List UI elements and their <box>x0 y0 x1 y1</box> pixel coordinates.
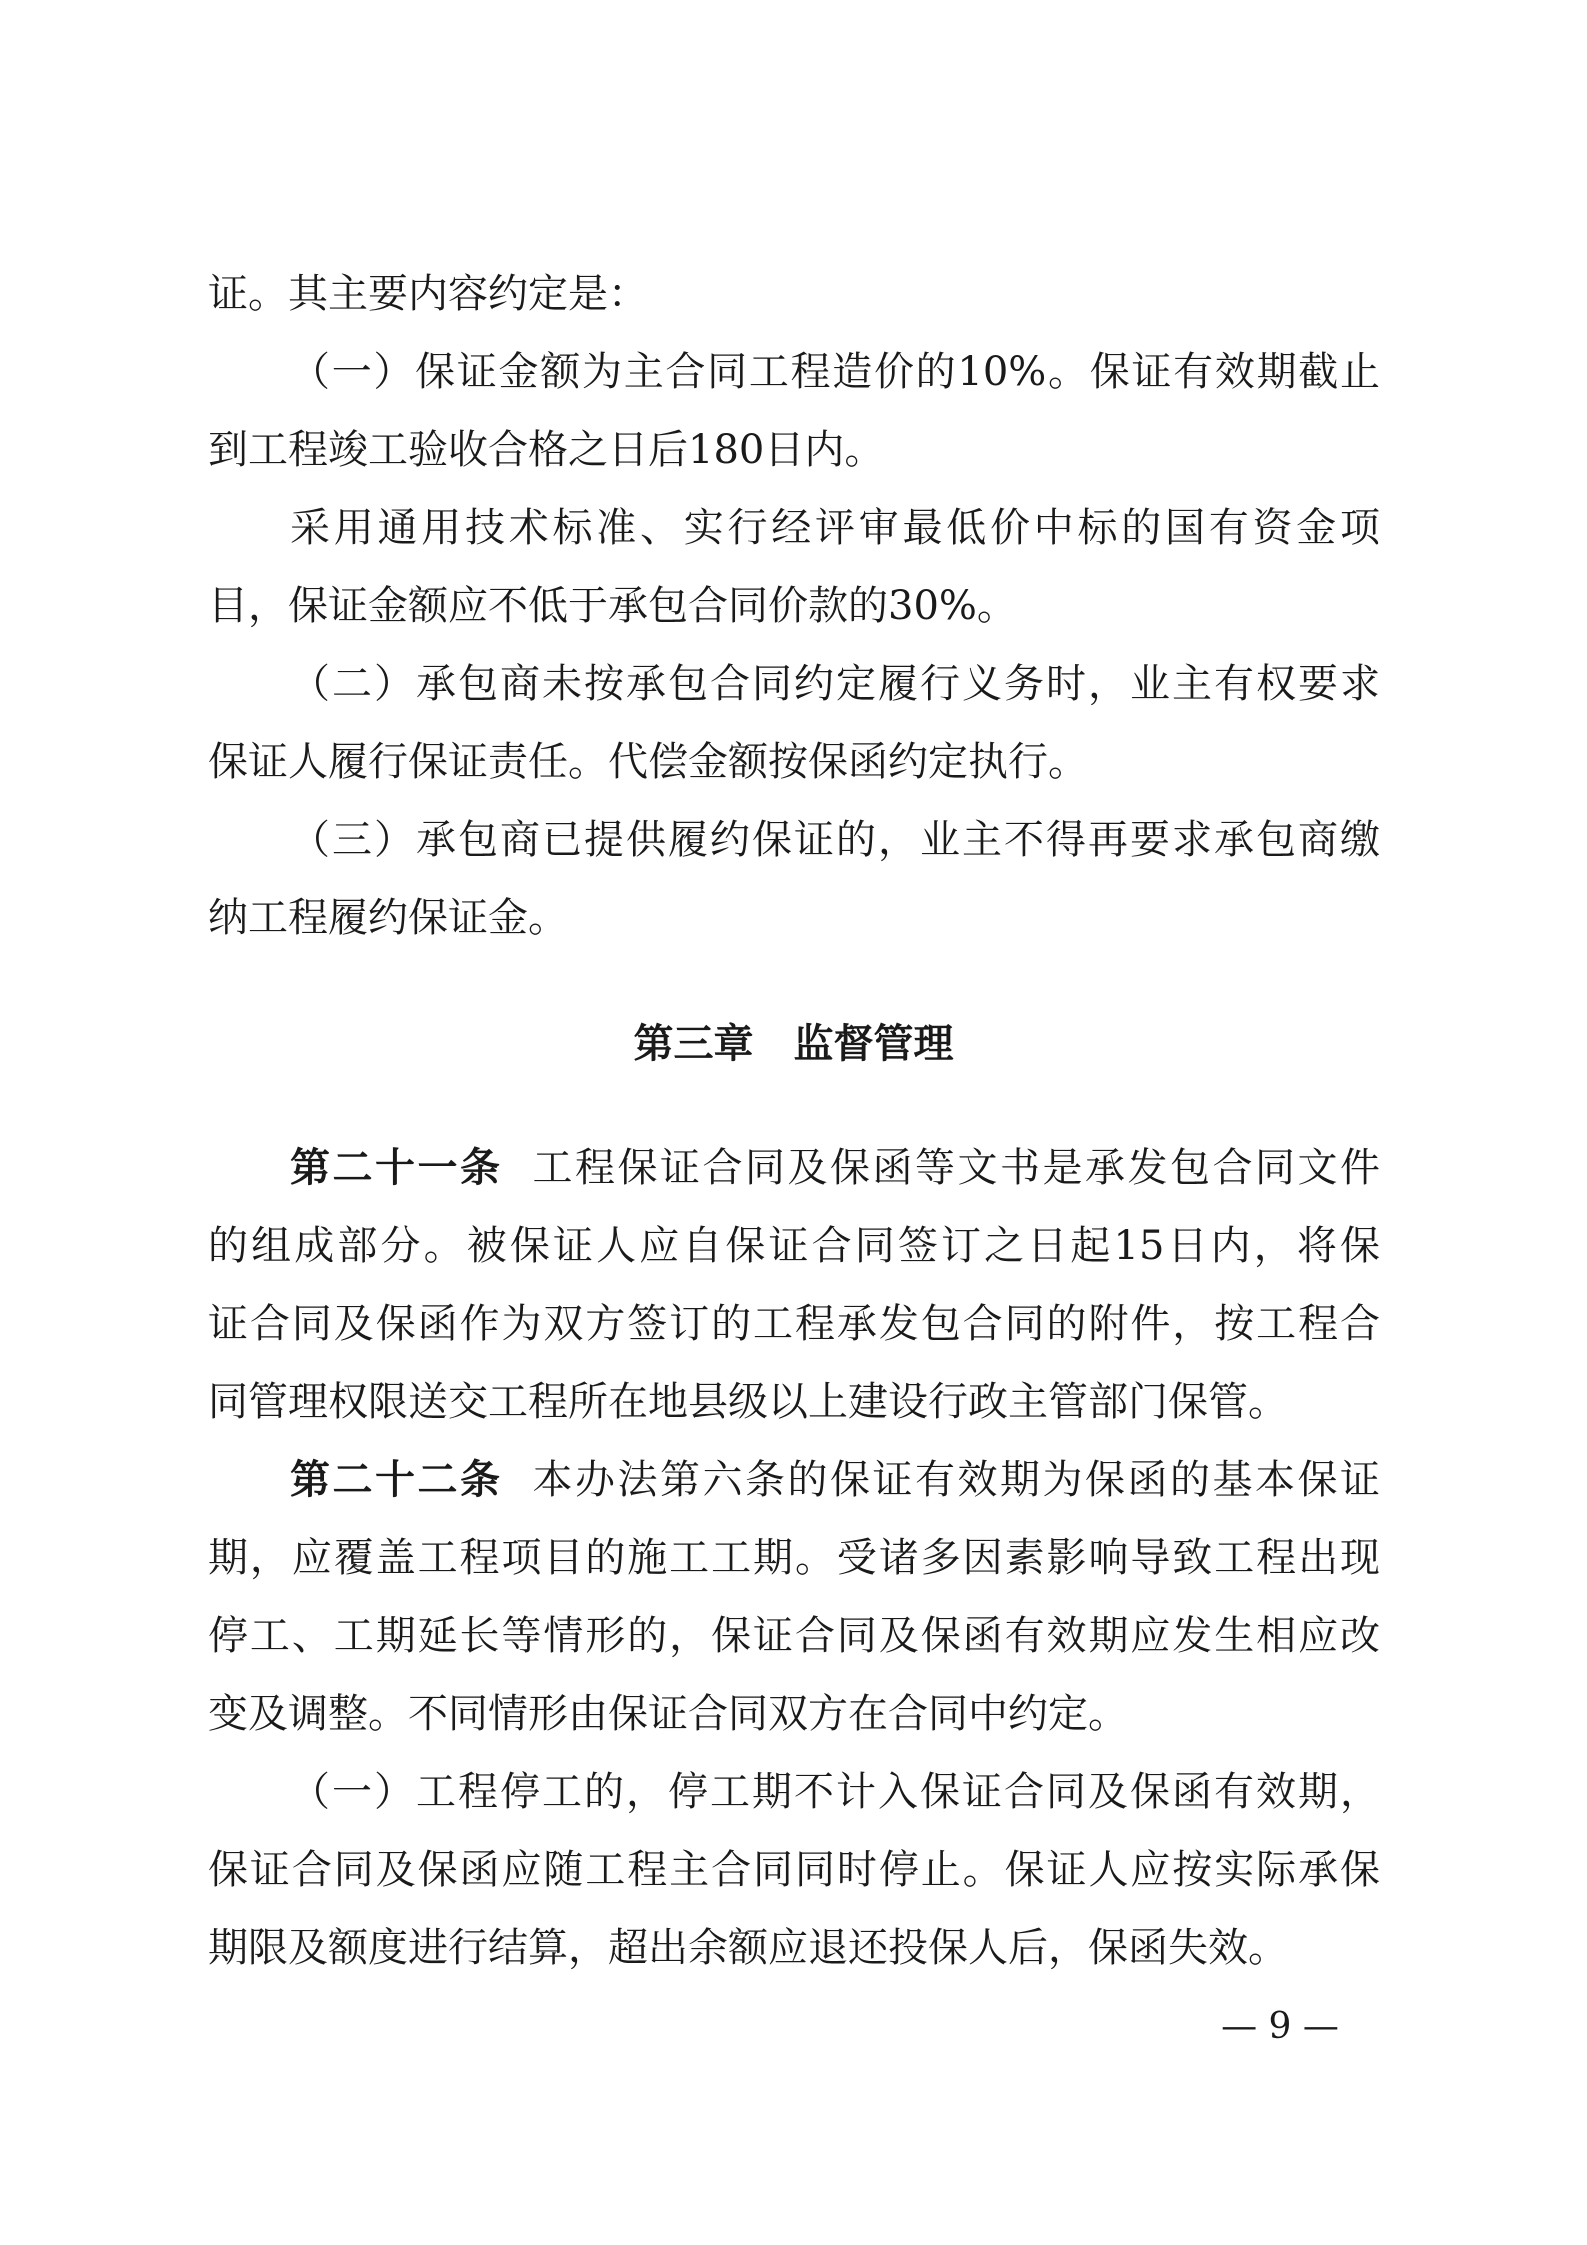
paragraph-line: 变及调整。不同情形由保证合同双方在合同中约定。 <box>208 1691 1128 1737</box>
paragraph-line: 保证合同及保函应随工程主合同同时停止。保证人应按实际承保 <box>208 1847 1380 1893</box>
paragraph-line: 目，保证金额应不低于承包合同价款的30%。 <box>208 583 1017 629</box>
paragraph-line: 停工、工期延长等情形的，保证合同及保函有效期应发生相应改 <box>208 1613 1380 1659</box>
article-first-line <box>290 1140 1380 1196</box>
paragraph-line: 证合同及保函作为双方签订的工程承发包合同的附件，按工程合 <box>208 1301 1380 1347</box>
article-label: 第二十一条 <box>290 1145 503 1191</box>
article-first-line <box>290 1452 1380 1508</box>
paragraph-line: （一）工程停工的，停工期不计入保证合同及保函有效期， <box>290 1769 1380 1815</box>
article-text: 工程保证合同及保函等文书是承发包合同文件 <box>532 1145 1380 1191</box>
paragraph-line: 的组成部分。被保证人应自保证合同签订之日起15日内，将保 <box>208 1223 1380 1269</box>
paragraph-line: （二）承包商未按承包合同约定履行义务时，业主有权要求 <box>290 661 1380 707</box>
paragraph-line: 同管理权限送交工程所在地县级以上建设行政主管部门保管。 <box>208 1379 1288 1425</box>
paragraph-line: （一）保证金额为主合同工程造价的10%。保证有效期截止 <box>290 349 1380 395</box>
paragraph-line: 保证人履行保证责任。代偿金额按保函约定执行。 <box>208 739 1088 785</box>
paragraph-line: 采用通用技术标准、实行经评审最低价中标的国有资金项 <box>290 505 1380 551</box>
paragraph-line: （三）承包商已提供履约保证的，业主不得再要求承包商缴 <box>290 817 1380 863</box>
paragraph-line: 期限及额度进行结算，超出余额应退还投保人后，保函失效。 <box>208 1925 1288 1971</box>
chapter-heading: 第三章 监督管理 <box>633 1021 954 1067</box>
paragraph-line: 期，应覆盖工程项目的施工工期。受诸多因素影响导致工程出现 <box>208 1535 1380 1581</box>
article-label: 第二十二条 <box>290 1457 503 1503</box>
article-text: 本办法第六条的保证有效期为保函的基本保证 <box>532 1457 1380 1503</box>
paragraph-line: 证。其主要内容约定是： <box>208 271 648 317</box>
paragraph-line: 纳工程履约保证金。 <box>208 895 568 941</box>
page-number: — 9 — <box>1221 2006 1339 2047</box>
paragraph-line: 到工程竣工验收合格之日后180日内。 <box>208 427 885 473</box>
